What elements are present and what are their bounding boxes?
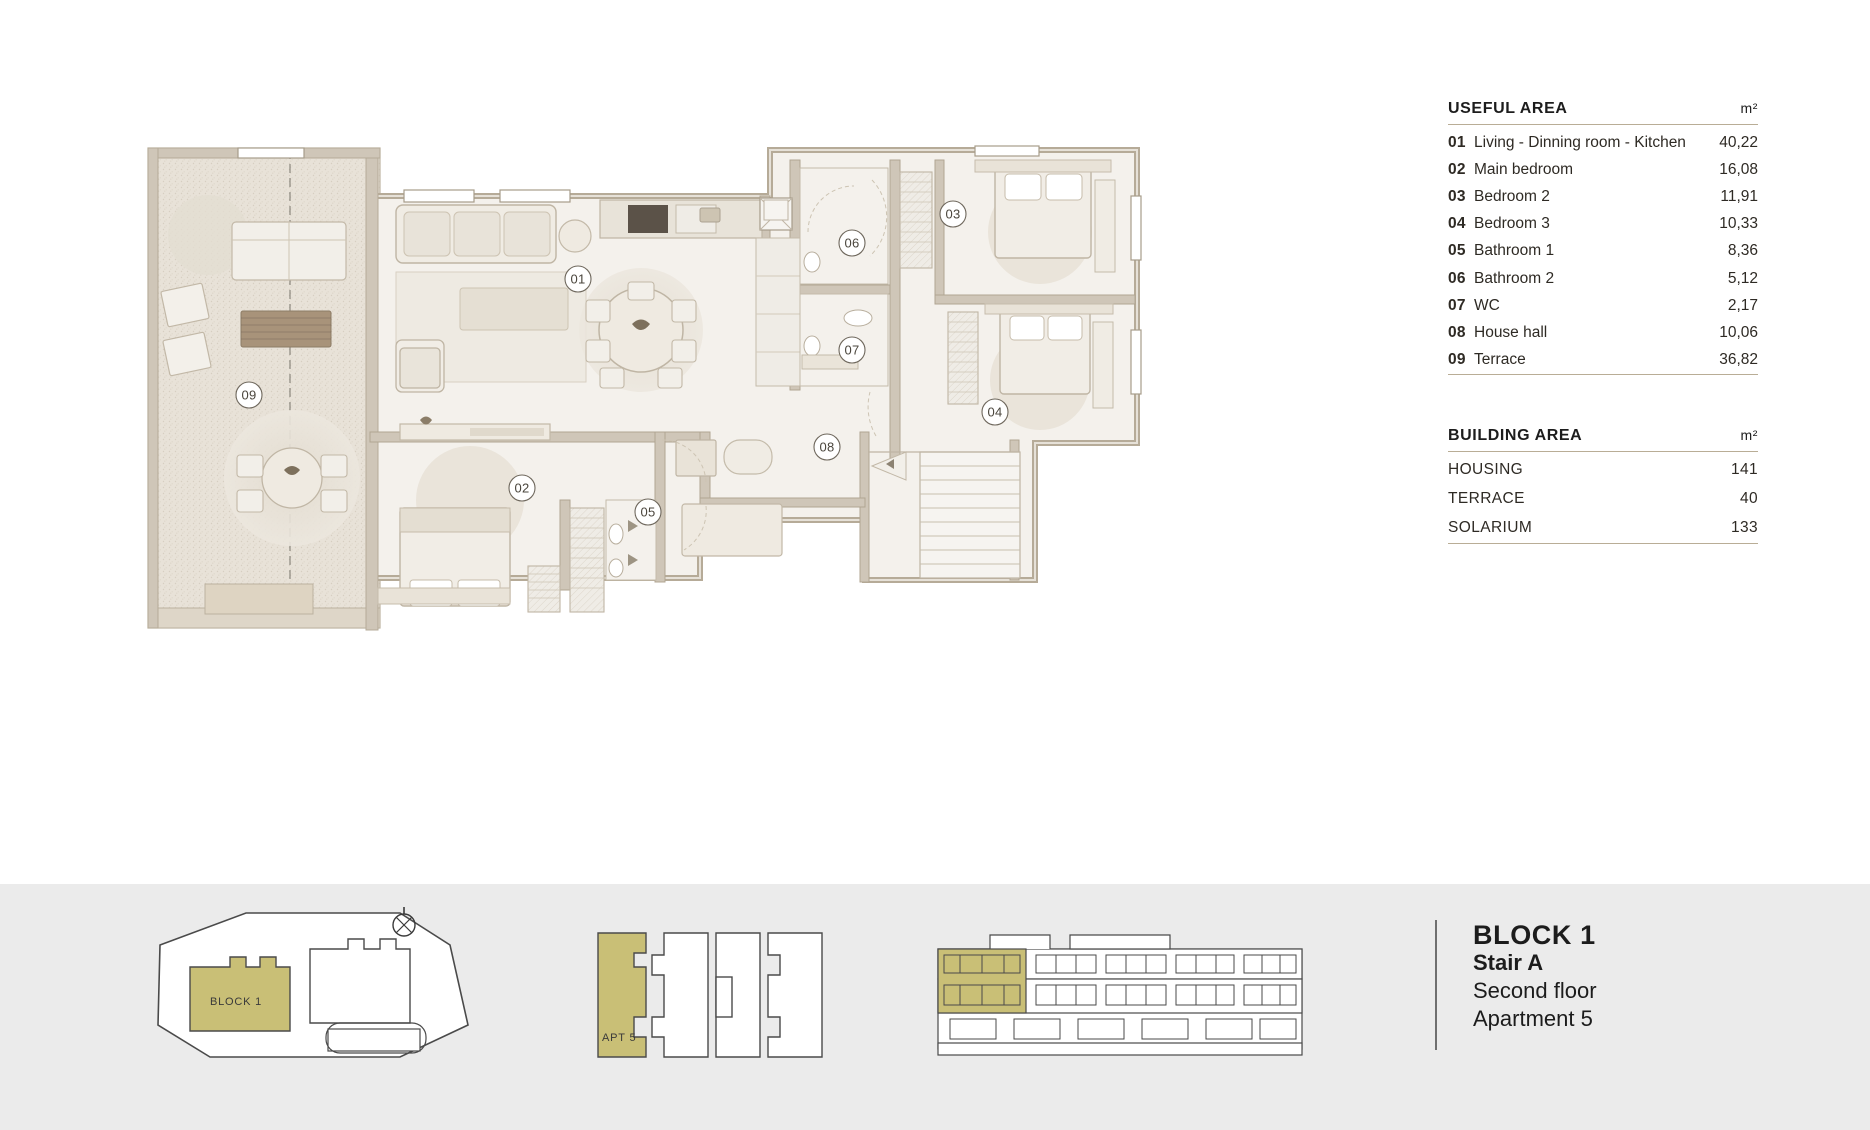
useful-area-row-value: 36,82 (1719, 351, 1758, 369)
useful-area-row (1448, 319, 1758, 346)
room-marker-label: 01 (570, 271, 586, 287)
building-area-row (1448, 514, 1758, 543)
useful-area-row-value: 10,06 (1719, 323, 1758, 341)
building-area-row-value: 141 (1730, 461, 1758, 479)
useful-area-row-number: 08 (1448, 323, 1466, 341)
useful-area-row-number: 01 (1448, 133, 1466, 151)
useful-area-row-label: WC (1474, 296, 1500, 314)
useful-area-row (1448, 129, 1758, 156)
room-marker-03 (940, 201, 966, 227)
room-marker-label: 07 (844, 342, 860, 358)
elevation-thumbnail[interactable] (930, 915, 1310, 1070)
useful-area-row-label: Main bedroom (1474, 160, 1574, 178)
building-area-row-value: 40 (1739, 490, 1758, 508)
building-area-title: BUILDING AREA (1448, 426, 1583, 444)
useful-area-title: USEFUL AREA (1448, 100, 1568, 117)
useful-area-row (1448, 292, 1758, 319)
legend-panel (1448, 100, 1758, 544)
room-marker-label: 03 (945, 206, 961, 222)
useful-area-row-value: 16,08 (1719, 160, 1758, 178)
floor-key-thumbnail[interactable] (590, 925, 860, 1070)
building-area-rows (1448, 456, 1758, 543)
useful-area-row-value: 10,33 (1719, 215, 1758, 233)
building-area-row-label: SOLARIUM (1448, 519, 1533, 537)
useful-area-row (1448, 156, 1758, 183)
building-area-section (1448, 427, 1758, 544)
useful-area-row (1448, 183, 1758, 210)
useful-area-row-label: Bathroom 2 (1474, 269, 1555, 287)
useful-area-row-number: 04 (1448, 215, 1466, 233)
useful-area-row-label: Terrace (1474, 351, 1526, 369)
useful-area-row-label: Bathroom 1 (1474, 242, 1555, 260)
room-marker-label: 09 (241, 387, 257, 403)
useful-area-row-number: 02 (1448, 160, 1466, 178)
useful-area-row (1448, 265, 1758, 292)
useful-area-row (1448, 347, 1758, 374)
useful-area-row-value: 8,36 (1727, 242, 1758, 260)
room-marker-09 (236, 382, 262, 408)
floor-label: Second floor (1473, 978, 1597, 1004)
building-area-divider-bottom (1448, 543, 1758, 544)
room-marker-08 (814, 434, 840, 460)
useful-area-row-number: 03 (1448, 187, 1466, 205)
room-marker-04 (982, 399, 1008, 425)
terrace-area (148, 148, 380, 628)
room-marker-06 (839, 230, 865, 256)
useful-area-row-label: Bedroom 2 (1474, 187, 1550, 205)
building-area-header (1448, 427, 1758, 451)
useful-area-row (1448, 211, 1758, 238)
useful-area-row-label: Bedroom 3 (1474, 215, 1550, 233)
floor-key-label: APT 5 (602, 1032, 637, 1044)
building-area-row (1448, 456, 1758, 485)
useful-area-rows (1448, 129, 1758, 374)
building-area-row-value: 133 (1730, 519, 1758, 537)
room-marker-label: 08 (819, 439, 835, 455)
useful-area-row-number: 09 (1448, 351, 1466, 369)
block-label: BLOCK 1 (1473, 920, 1596, 950)
room-marker-05 (635, 499, 661, 525)
useful-area-row-label: Living - Dinning room - Kitchen (1474, 133, 1686, 151)
useful-area-row-number: 07 (1448, 296, 1466, 314)
building-area-row-label: TERRACE (1448, 490, 1525, 508)
useful-area-row-label: House hall (1474, 323, 1548, 341)
room-marker-label: 04 (987, 404, 1003, 420)
room-marker-07 (839, 337, 865, 363)
room-marker-label: 06 (844, 235, 860, 251)
useful-area-row-value: 5,12 (1727, 269, 1758, 287)
useful-area-row (1448, 238, 1758, 265)
room-marker-01 (565, 266, 591, 292)
room-marker-label: 05 (640, 504, 656, 520)
useful-area-row-value: 2,17 (1727, 296, 1758, 314)
useful-area-unit: m² (1740, 100, 1758, 116)
block-info (1435, 920, 1597, 1050)
useful-area-row-value: 40,22 (1719, 133, 1758, 151)
apartment-label: Apartment 5 (1473, 1005, 1593, 1031)
useful-area-row-number: 05 (1448, 242, 1466, 260)
useful-area-row-number: 06 (1448, 269, 1466, 287)
useful-area-divider-bottom (1448, 374, 1758, 375)
useful-area-divider-top (1448, 124, 1758, 125)
building-area-row-label: HOUSING (1448, 461, 1524, 479)
site-plan-label: BLOCK 1 (210, 996, 263, 1008)
building-area-divider-top (1448, 451, 1758, 452)
building-area-row (1448, 485, 1758, 514)
room-marker-label: 02 (514, 480, 530, 496)
stair-label: Stair A (1473, 950, 1544, 976)
room-marker-02 (509, 475, 535, 501)
site-highlight-block1 (190, 957, 290, 1031)
site-plan-thumbnail[interactable] (150, 905, 480, 1070)
useful-area-row-value: 11,91 (1720, 187, 1758, 205)
useful-area-header (1448, 100, 1758, 124)
building-area-unit: m² (1740, 426, 1758, 443)
